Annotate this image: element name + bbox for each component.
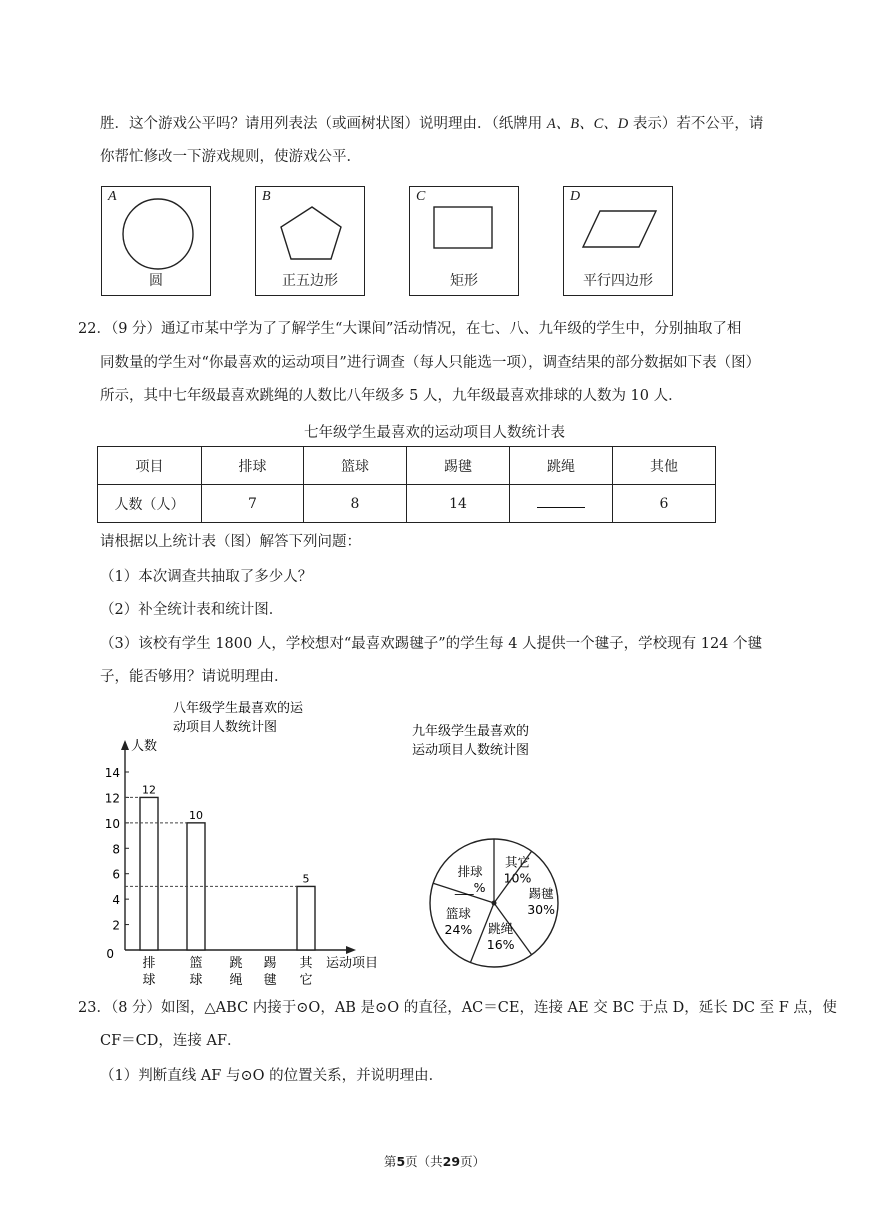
y-tick-label: 6 bbox=[112, 867, 120, 882]
y-tick-label: 10 bbox=[104, 816, 120, 831]
intro-line-2: 你帮忙修改一下游戏规则，使游戏公平． bbox=[100, 149, 361, 165]
card-a: A 圆 bbox=[101, 186, 211, 296]
y-tick-label: 14 bbox=[104, 766, 120, 780]
y-tick-label: 0 bbox=[106, 947, 114, 961]
bar bbox=[297, 886, 315, 950]
card-b: B 正五边形 bbox=[255, 186, 365, 296]
table-cell: 篮球 bbox=[304, 447, 407, 485]
card-c: C 矩形 bbox=[409, 186, 519, 296]
x-category-label: 踢 bbox=[263, 956, 277, 971]
table-cell: 项目 bbox=[98, 447, 202, 485]
intro-line-1: 胜．这个游戏公平吗？请用列表法（或画树状图）说明理由．（纸牌用 A、B、C、D 表示）若不公平，请 bbox=[100, 116, 764, 132]
x-category-label: 它 bbox=[299, 973, 313, 988]
pie-slice-label: 其它 bbox=[504, 854, 530, 870]
table-cell: 排球 bbox=[202, 447, 304, 485]
q22-sub-1: （1）本次调查共抽取了多少人？ bbox=[100, 569, 313, 585]
grade9-pie-chart bbox=[404, 720, 604, 990]
y-tick-label: 8 bbox=[112, 842, 120, 857]
q22-line-3: 所示，其中七年级最喜欢跳绳的人数比八年级多 5 人，九年级最喜欢排球的人数为 10 人． bbox=[100, 388, 683, 404]
y-axis-label: 人数 bbox=[131, 739, 158, 754]
table-cell: 跳绳 bbox=[510, 447, 613, 485]
pie-slice-label: 篮球 bbox=[445, 905, 471, 921]
pie-chart-title-line-2: 运动项目人数统计图 bbox=[412, 743, 530, 758]
grade8-bar-chart bbox=[88, 694, 398, 989]
table-cell: 8 bbox=[304, 485, 407, 523]
pie-slice-label: 踢毽 bbox=[528, 886, 554, 901]
x-category-label: 篮 bbox=[189, 956, 203, 971]
pie-slice-label: 排球 bbox=[457, 863, 483, 879]
table-cell: 14 bbox=[407, 485, 510, 523]
table-title: 七年级学生最喜欢的运动项目人数统计表 bbox=[304, 425, 565, 441]
table-cell: 踢毽 bbox=[407, 447, 510, 485]
pie-slice-percent: 10% bbox=[503, 870, 532, 886]
pie-slice-percent: 16% bbox=[486, 936, 515, 952]
pie-chart-title-line-1: 九年级学生最喜欢的 bbox=[412, 724, 530, 739]
table-cell: 人数（人） bbox=[98, 485, 202, 523]
bar-data-label: 10 bbox=[189, 808, 203, 822]
table-cell-blank bbox=[510, 485, 613, 523]
q23-line-1: 23．（8 分）如图，△ABC 内接于⊙O，AB 是⊙O 的直径，AC＝CE，连接 AE 交 BC 于点 D，延长 DC 至 F 点，使 bbox=[78, 1000, 837, 1016]
card-d: D 平行四边形 bbox=[563, 186, 673, 296]
x-category-label: 跳 bbox=[229, 956, 243, 971]
table-cell: 其他 bbox=[613, 447, 716, 485]
x-category-label: 球 bbox=[142, 973, 156, 988]
q23-sub-1: （1）判断直线 AF 与⊙O 的位置关系，并说明理由． bbox=[100, 1068, 444, 1084]
q22-prompt: 请根据以上统计表（图）解答下列问题： bbox=[100, 534, 361, 550]
q22-sub-3-line-2: 子，能否够用？请说明理由． bbox=[100, 669, 289, 685]
pie-slice-percent: ___% bbox=[454, 879, 486, 895]
y-axis-arrow-icon bbox=[121, 740, 129, 750]
page-footer: 第5页（共29页） bbox=[383, 1154, 486, 1169]
x-category-label: 其 bbox=[299, 956, 313, 971]
bar-chart-title-line-1: 八年级学生最喜欢的运 bbox=[173, 701, 304, 716]
x-category-label: 排 bbox=[142, 956, 156, 971]
bar bbox=[140, 797, 158, 950]
x-category-label: 球 bbox=[189, 973, 203, 988]
bar-data-label: 5 bbox=[302, 872, 310, 886]
bar-data-label: 12 bbox=[142, 783, 156, 797]
x-axis-label: 运动项目 bbox=[326, 956, 379, 971]
y-tick-label: 2 bbox=[112, 918, 120, 933]
pie-slice-percent: 30% bbox=[527, 902, 556, 917]
table-cell: 6 bbox=[613, 485, 716, 523]
x-axis-arrow-icon bbox=[346, 946, 356, 954]
pie-slice-label: 跳绳 bbox=[488, 920, 514, 936]
q22-sub-3-line-1: （3）该校有学生 1800 人，学校想对“最喜欢踢毽子”的学生每 4 人提供一个毽子，学校现有 124 个毽 bbox=[100, 636, 763, 652]
x-category-label: 绳 bbox=[229, 973, 243, 988]
y-tick-label: 12 bbox=[104, 791, 120, 806]
q22-sub-2: （2）补全统计表和统计图． bbox=[100, 602, 284, 618]
q23-line-2: CF＝CD，连接 AF． bbox=[100, 1033, 242, 1049]
x-category-label: 毽 bbox=[263, 973, 277, 988]
y-tick-label: 4 bbox=[112, 893, 120, 908]
table-cell: 7 bbox=[202, 485, 304, 523]
pie-center-dot bbox=[492, 901, 497, 906]
pie-slice-percent: 24% bbox=[444, 921, 473, 937]
q22-line-2: 同数量的学生对“你最喜欢的运动项目”进行调查（每人只能选一项），调查结果的部分数据如下表（图） bbox=[100, 355, 761, 371]
table-row bbox=[98, 485, 716, 523]
table-header-row bbox=[98, 447, 716, 485]
answer-blank bbox=[537, 495, 585, 508]
q22-line-1: 22．（9 分）通辽市某中学为了了解学生“大课间”活动情况，在七、八、九年级的学生中，分别抽取了相 bbox=[78, 321, 742, 337]
grade7-table bbox=[97, 446, 716, 523]
bar-chart-title-line-2: 动项目人数统计图 bbox=[173, 720, 278, 735]
